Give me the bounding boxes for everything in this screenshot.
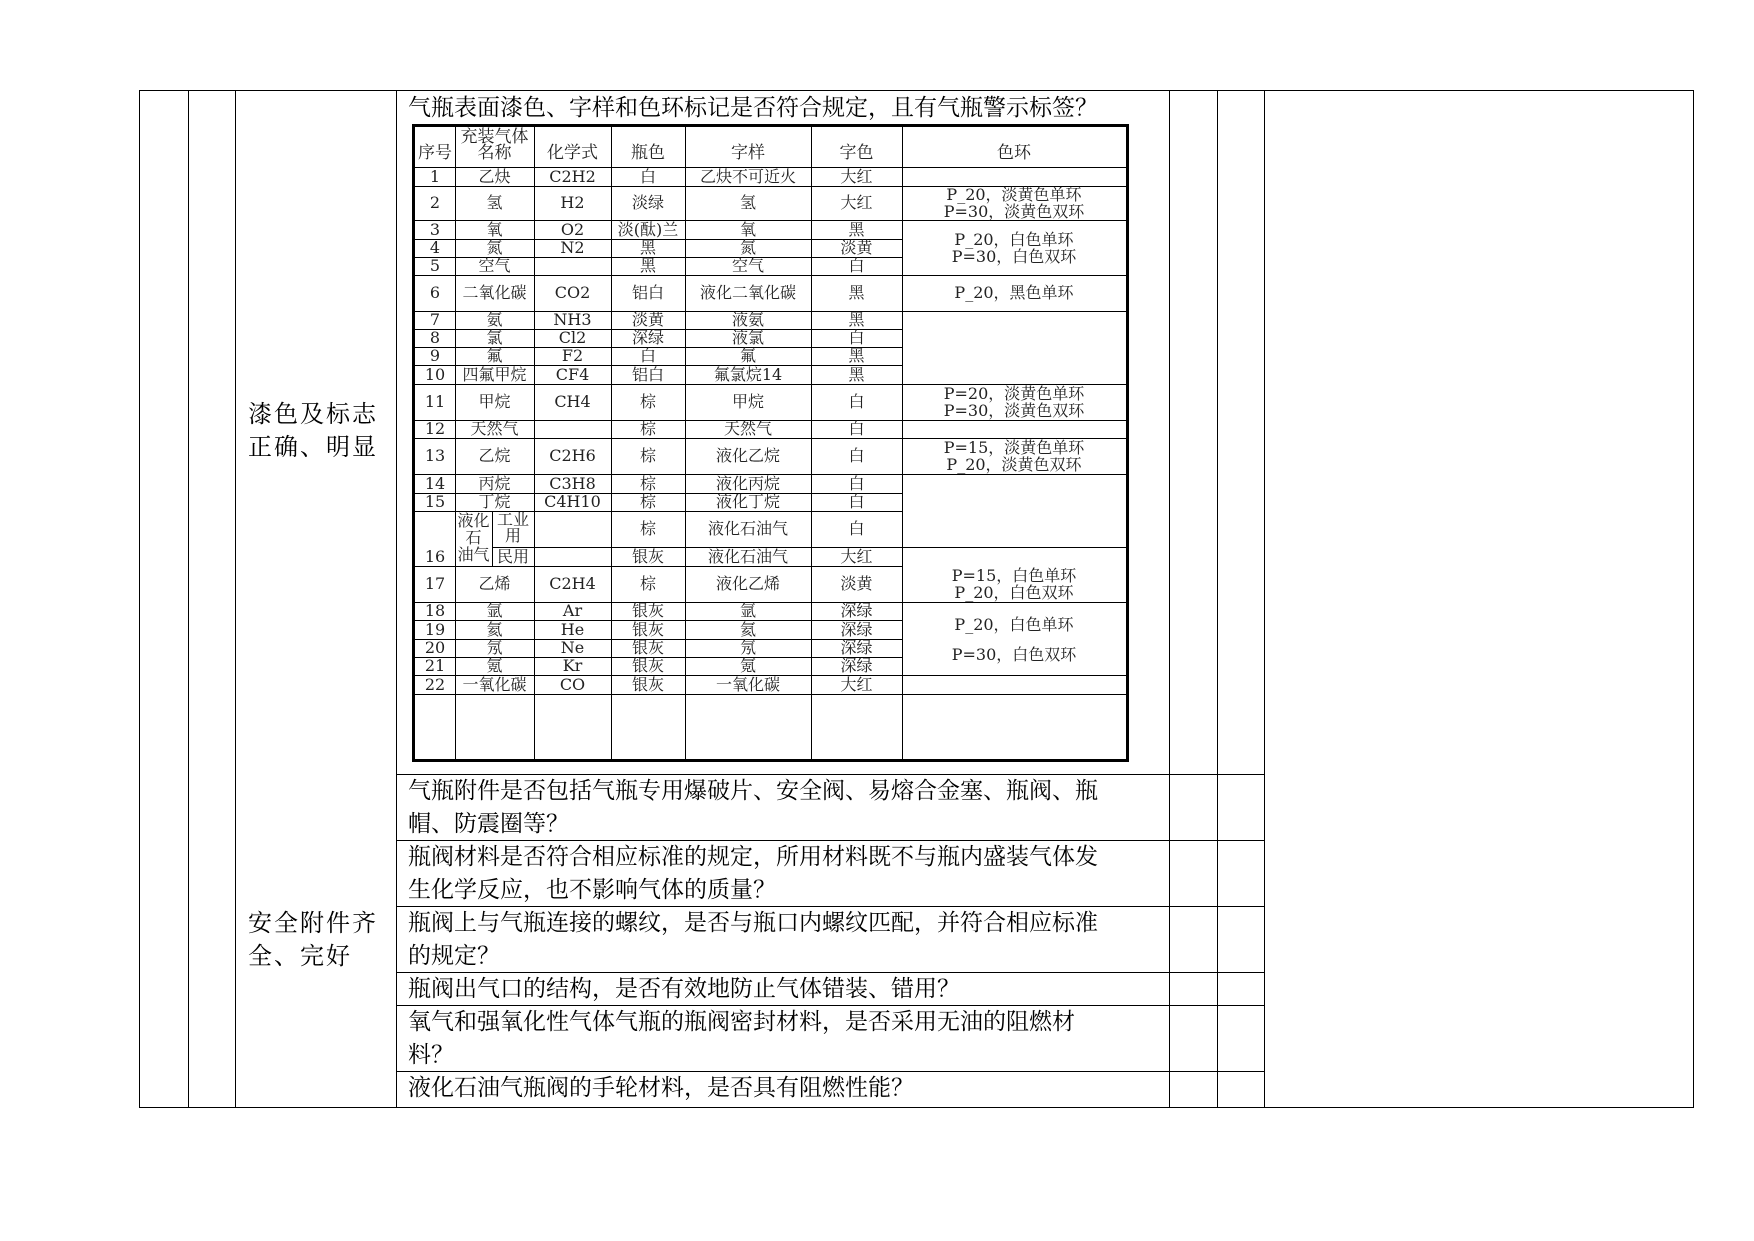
gas-row-line [415,566,902,567]
gas-name: 乙烷 [478,446,511,465]
gas-cell: 白 [848,519,865,538]
category-line: 漆色及标志 [248,400,378,428]
question-item [408,1006,1168,1072]
bottle-color: 黑 [639,238,656,257]
bottle-color: 棕 [639,392,656,411]
text-color: 白 [848,492,865,511]
gas-name: 乙炔 [478,166,511,186]
header-bottle-color: 瓶色 [631,143,665,163]
gas-name: 一氧化碳 [462,674,527,694]
gas-cell: 大红 [840,546,873,566]
gas-text: 氦 [739,619,756,639]
col-divider [1169,91,1170,1107]
row-number: 9 [429,346,441,365]
question-line: 瓶阀材料是否符合相应标准的规定，所用材料既不与瓶内盛装气体发 [408,844,1098,870]
gas-cylinder-table [412,124,1129,762]
text-color: 白 [848,392,865,411]
gas-formula: CO2 [554,283,591,302]
header-text: 字样 [731,143,765,163]
gas-cell: 银灰 [631,546,664,566]
row-number: 22 [424,674,446,694]
bottle-color: 深绿 [631,328,664,347]
gas-text: 氩 [739,601,756,620]
text-color: 黑 [848,364,865,384]
row-number: 11 [424,392,446,411]
question-line: 瓶阀出气口的结构，是否有效地防止气体错装、错用？ [408,976,960,1002]
category-safety-accessories [248,907,408,973]
checklist-table [139,90,1694,1108]
text-color: 黑 [848,310,865,329]
bottle-color: 棕 [639,492,656,511]
gas-formula: CH4 [554,392,591,411]
gas-row-line [902,275,1126,276]
bottle-color: 银灰 [631,656,664,675]
ring-spec: P_20，白色单环 P=30，白色双环 [951,229,1077,266]
gas-formula: He [560,619,585,639]
gas-text: 液氯 [731,328,764,347]
question-line: 气瓶附件是否包括气瓶专用爆破片、安全阀、易熔合金塞、瓶阀、瓶 [408,778,1098,804]
gas-cell: 液化石油气 [707,546,788,566]
gas-row-line [902,602,1126,603]
gas-name: 甲烷 [478,392,511,411]
gas-text: 液化乙烯 [715,574,780,593]
ring-spec: P=15，淡黄色单环 P_20，淡黄色双环 [943,438,1085,474]
gas-name: 氧 [486,219,503,239]
question-item [408,841,1168,907]
row-number: 4 [429,238,441,257]
gas-row-line [902,420,1126,421]
text-color: 白 [848,256,865,275]
col-divider [1264,91,1265,1107]
header-name: 充装气体 名称 [460,127,529,163]
bottle-color: 铝白 [631,283,664,302]
gas-cell: 液化石油气 [707,519,788,538]
gas-formula: NH3 [553,310,592,329]
bottle-color: 棕 [639,574,656,593]
bottle-color: 白 [639,166,656,186]
category-line: 正确、明显 [248,433,378,461]
gas-formula: C2H4 [549,574,596,593]
text-color: 大红 [840,193,873,212]
gas-row-line [902,311,1126,312]
text-color: 黑 [848,283,865,302]
question-item [408,775,1168,841]
gas-formula: O2 [560,219,585,239]
gas-formula: Ar [562,601,583,620]
text-color: 白 [848,473,865,493]
gas-name: 氢 [486,193,503,212]
gas-text: 空气 [731,256,764,275]
bottle-color: 淡(酞)兰 [617,219,679,239]
gas-text: 乙炔不可近火 [699,166,796,186]
question-line: 液化石油气瓶阀的手轮材料，是否具有阻燃性能？ [408,1075,914,1101]
gas-name: 氪 [486,656,503,675]
col-divider [1217,91,1218,1107]
gas-text: 液化丁烷 [715,492,780,511]
row-number: 13 [424,446,446,465]
text-color: 淡黄 [840,238,873,257]
gas-name: 氮 [486,238,503,257]
text-color: 深绿 [840,638,873,657]
text-color: 白 [848,328,865,347]
gas-name: 氟 [486,346,503,365]
bottle-color: 黑 [639,256,656,275]
question-line: 料？ [408,1042,454,1068]
gas-formula: F2 [561,346,584,365]
gas-row-line [415,694,902,695]
gas-formula: C2H2 [549,166,596,186]
gas-text: 氖 [739,638,756,657]
row-number: 3 [429,219,441,239]
question-item [408,1072,1168,1105]
header-no: 序号 [418,143,452,163]
text-color: 深绿 [840,619,873,639]
category-line: 安全附件齐 [248,909,378,937]
gas-cell: 棕 [639,519,656,538]
category-line: 全、完好 [248,942,352,970]
gas-name: 氨 [486,310,503,329]
question-line: 的规定？ [408,943,500,969]
gas-formula: Kr [562,656,583,675]
question-item [408,973,1168,1006]
lpg-label: 液化 石 油气 [457,511,490,564]
gas-row-line [415,384,902,385]
gas-text: 氢 [739,193,756,212]
gas-row-line [902,547,1126,548]
header-ring: 色环 [997,143,1031,163]
gas-text: 液氨 [731,310,764,329]
gas-row-line [902,474,1126,475]
gas-name: 丁烷 [478,492,511,511]
gas-row-line [415,438,902,439]
text-color: 白 [848,419,865,438]
bottle-color: 棕 [639,446,656,465]
gas-text: 氪 [739,656,756,675]
row-number: 5 [429,256,441,275]
row-number: 21 [424,656,446,675]
row-number: 7 [429,310,441,329]
gas-formula: CO [559,674,586,694]
gas-name: 乙烯 [478,574,511,593]
ring-spec: P=15，白色单环 P_20，白色双环 [951,566,1077,602]
bottle-color: 银灰 [631,674,664,694]
bottle-color: 银灰 [631,638,664,657]
gas-formula: N2 [560,238,585,257]
col-divider [188,91,189,1107]
ring-spec: P=20，淡黄色单环 P=30，淡黄色双环 [943,384,1085,420]
gas-formula: C3H8 [549,473,596,493]
gas-formula: C2H6 [549,446,596,465]
gas-row-line [415,186,902,187]
bottle-color: 淡绿 [631,193,664,212]
gas-text: 氟氯烷14 [713,364,783,384]
text-color: 深绿 [840,656,873,675]
row-number: 6 [429,283,441,302]
ring-spec: P_20，淡黄色单环 P=30，淡黄色双环 [943,185,1085,221]
gas-row-line [415,275,902,276]
question-line: 帽、防震圈等？ [408,811,569,837]
text-color: 大红 [840,166,873,186]
row-number: 19 [424,619,446,639]
bottle-color: 白 [639,346,656,365]
row-number: 18 [424,601,446,620]
gas-name: 天然气 [470,419,519,438]
gas-row-line [902,675,1126,676]
bottle-color: 铝白 [631,364,664,384]
lpg-industrial: 工业 用 [496,510,529,545]
gas-name: 丙烷 [478,473,511,493]
gas-text: 液化二氧化碳 [699,283,796,302]
ring-spec: P_20，黑色单环 [954,283,1074,302]
gas-name: 空气 [478,256,511,275]
text-color: 黑 [848,346,865,365]
bottle-color: 淡黄 [631,310,664,329]
gas-name: 氩 [486,601,503,620]
gas-formula: C4H10 [544,492,601,511]
gas-row-line [902,167,1126,168]
bottle-color: 银灰 [631,619,664,639]
gas-text: 液化乙烷 [715,446,780,465]
header-text-color: 字色 [839,143,874,163]
gas-name: 氯 [486,328,503,347]
bottle-color: 棕 [639,473,656,493]
gas-formula: H2 [560,193,585,212]
row-number: 20 [424,638,446,657]
gas-name: 二氧化碳 [462,283,527,302]
lpg-civil: 民用 [496,546,529,566]
gas-text: 氧 [739,219,756,239]
text-color: 白 [848,446,865,465]
row-number: 2 [429,193,441,212]
row-number: 17 [424,574,446,593]
gas-text: 一氧化碳 [715,674,780,694]
gas-name: 四氟甲烷 [462,364,527,384]
question-line: 生化学反应，也不影响气体的质量？ [408,877,776,903]
row-number: 12 [424,419,446,438]
bottle-color: 棕 [639,419,656,438]
row-number: 14 [424,473,446,493]
ring-spec: P_20，白色单环 P=30，白色双环 [951,615,1077,664]
gas-formula: CF4 [555,364,590,384]
gas-text: 液化丙烷 [715,473,780,493]
question-line: 氧气和强氧化性气体气瓶的瓶阀密封材料，是否采用无油的阻燃材 [408,1009,1075,1035]
gas-formula: Ne [560,638,585,657]
bottle-color: 银灰 [631,601,664,620]
gas-text: 氟 [739,346,756,365]
row-number: 15 [424,492,446,511]
question-item [408,907,1168,973]
col-divider [235,91,236,1107]
gas-name: 氦 [486,619,503,639]
row-number: 8 [429,328,441,347]
text-color: 黑 [848,219,865,239]
question-paint-marking: 气瓶表面漆色、字样和色环标记是否符合规定，且有气瓶警示标签？ [408,95,1098,121]
question-line: 瓶阀上与气瓶连接的螺纹，是否与瓶口内螺纹匹配，并符合相应标准 [408,910,1098,936]
gas-text: 天然气 [723,419,772,438]
text-color: 大红 [840,674,873,694]
gas-text: 氮 [739,238,756,257]
text-color: 深绿 [840,601,873,620]
gas-formula: Cl2 [558,328,587,347]
row-number: 1 [429,166,441,186]
header-formula: 化学式 [547,143,598,163]
gas-text: 甲烷 [731,392,764,411]
gas-row-line [902,694,1126,695]
text-color: 淡黄 [840,574,873,593]
row-number: 10 [424,364,446,384]
row-number: 16 [424,546,446,566]
category-paint-marking [248,398,408,464]
gas-name: 氖 [486,638,503,657]
